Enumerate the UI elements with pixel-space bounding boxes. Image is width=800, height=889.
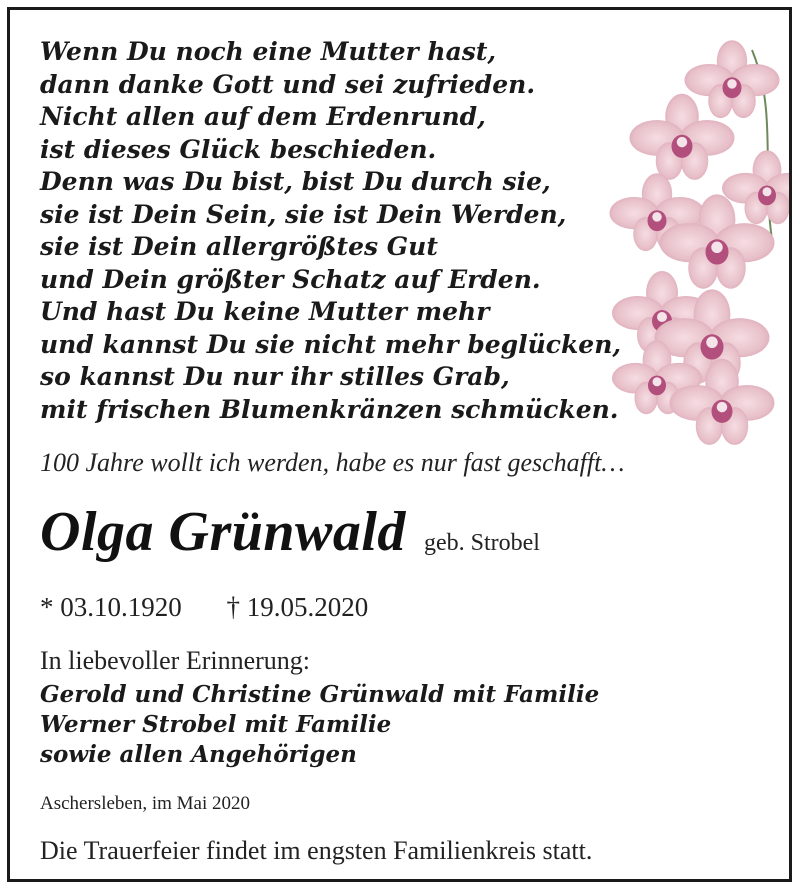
poem-line: Und hast Du keine Mutter mehr — [40, 297, 490, 326]
mourner: Werner Strobel mit Familie — [40, 711, 392, 738]
poem-line: dann danke Gott und sei zufrieden. — [40, 69, 536, 99]
mourners-list — [40, 680, 599, 770]
ceremony-note: Die Trauerfeier findet im engsten Familienkreis statt. — [40, 836, 593, 865]
birth-date: * 03.10.1920 — [40, 592, 182, 622]
poem-line: Denn was Du bist, bist Du durch sie, — [40, 167, 551, 196]
poem-line: sie ist Dein Sein, sie ist Dein Werden, — [40, 199, 567, 229]
death-date: † 19.05.2020 — [226, 592, 369, 622]
poem — [40, 36, 621, 426]
poem-line: so kannst Du nur ihr stilles Grab, — [40, 362, 510, 391]
poem-line: Nicht allen auf dem Erdenrund, — [40, 102, 486, 131]
poem-line: und Dein größter Schatz auf Erden. — [40, 264, 541, 294]
deceased-name: Olga Grünwald — [40, 501, 406, 563]
poem-line: Wenn Du noch eine Mutter hast, — [40, 37, 497, 66]
life-dates — [40, 592, 368, 623]
obituary-frame — [7, 7, 792, 882]
name-row — [40, 500, 540, 564]
poem-line: ist dieses Glück beschieden. — [40, 134, 437, 164]
place-date: Aschersleben, im Mai 2020 — [40, 793, 251, 814]
birth-name: geb. Strobel — [423, 530, 540, 556]
mourner: Gerold und Christine Grünwald mit Familie — [40, 681, 600, 708]
poem-line: und kannst Du sie nicht mehr beglücken, — [40, 329, 622, 359]
quote: 100 Jahre wollt ich werden, habe es nur fast geschafft… — [40, 448, 625, 477]
poem-line: mit frischen Blumenkränzen schmücken. — [40, 394, 619, 424]
memory-intro: In liebevoller Erinnerung: — [40, 646, 311, 675]
orchid-flowers-icon — [602, 20, 792, 500]
mourner: sowie allen Angehörigen — [40, 741, 357, 768]
poem-line: sie ist Dein allergrößtes Gut — [40, 232, 438, 261]
